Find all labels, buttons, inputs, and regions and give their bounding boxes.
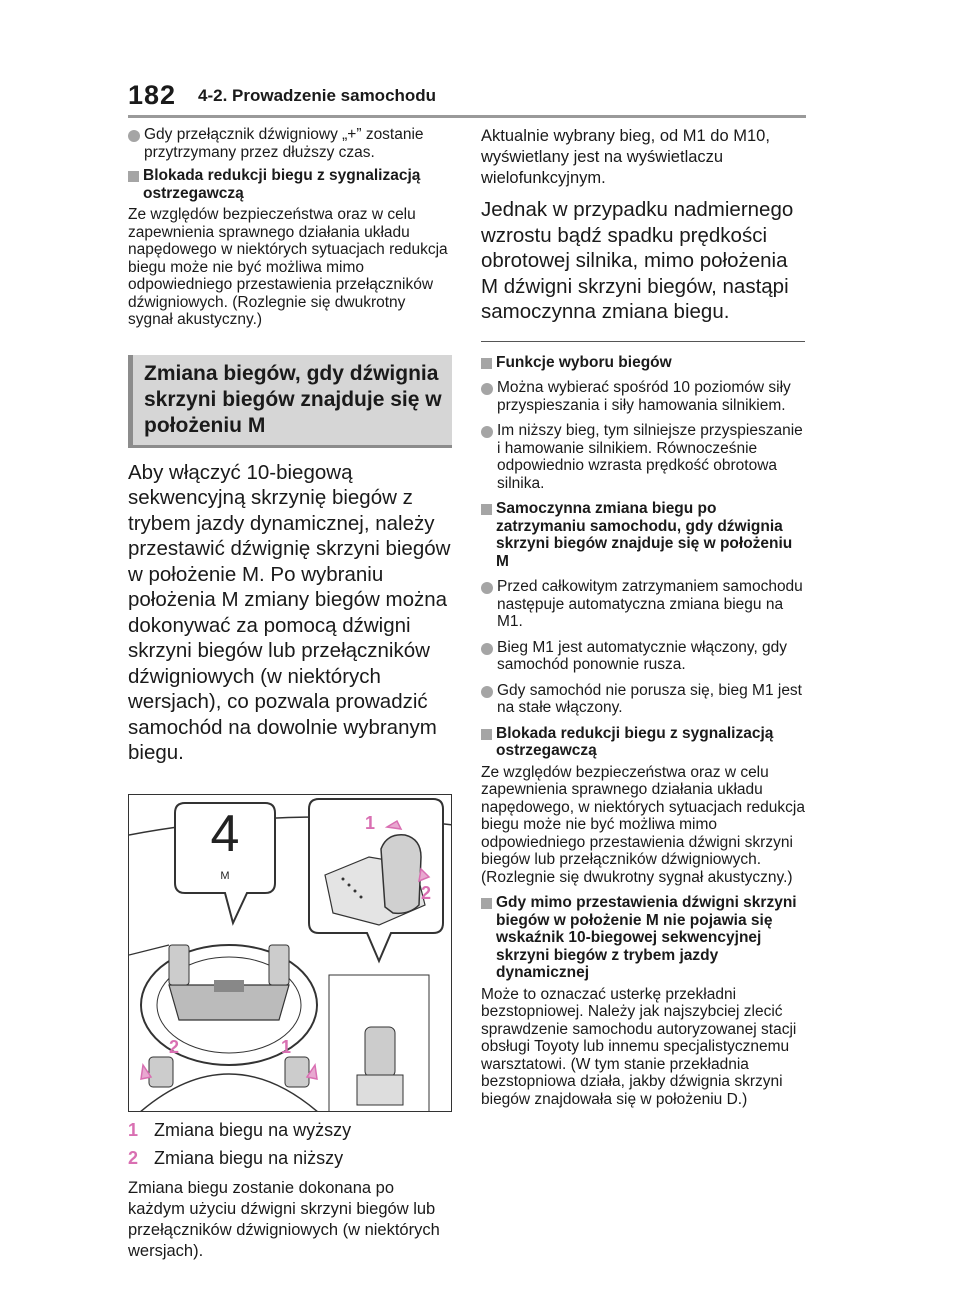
bullet-dot-icon — [481, 426, 493, 438]
legend-number: 2 — [128, 1147, 139, 1168]
paddle-label-1: 1 — [281, 1036, 292, 1057]
legend-number: 1 — [128, 1119, 139, 1140]
subheading — [481, 500, 805, 570]
right-column — [481, 126, 805, 1108]
bullet-dot-icon — [481, 383, 493, 395]
paddle-label-2: 2 — [169, 1036, 180, 1057]
bullet-text: Im niższy bieg, tym silniejsze przyspieszanie i hamowanie silnikiem. Równocześnie odpowiednio wzrasta prędkość obrotowa silnika. — [497, 422, 803, 492]
subheading-text: Blokada redukcji biegu z sygnalizacją ostrzegawczą — [143, 167, 421, 202]
gear-shift-illustration — [128, 794, 452, 1112]
paragraph: Zmiana biegu zostanie dokonana po każdym użyciu dźwigni skrzyni biegów lub przełączników dźwigniowych (w niektórych wersjach). — [128, 1178, 440, 1260]
subheading-text: Funkcje wyboru biegów — [496, 353, 672, 371]
bullet-dot-icon — [481, 582, 493, 594]
square-bullet-icon — [481, 358, 492, 369]
bullet-text: Przed całkowitym zatrzymaniem samochodu następuje automatyczna zmiana biegu na M1. — [497, 578, 803, 630]
bullet-dot-icon — [128, 130, 140, 142]
paragraph: Może to oznaczać usterkę przekładni bezstopniowej. Należy jak najszybciej zlecić sprawdzenie samochodu autoryzowanej stacji obsługi Toyoty lub innemu specjalistycznemu warsztatowi. (W tym stanie przekładnia bezstopniowa działa, jakby dźwignia skrzyni biegów znajdowała się w położeniu D.) — [481, 985, 797, 1108]
section-title: 4-2. Prowadzenie samochodu — [198, 86, 437, 105]
bullet-dot-icon — [481, 643, 493, 655]
bullet-item — [481, 639, 805, 674]
legend-text: Zmiana biegu na niższy — [154, 1147, 344, 1168]
subheading — [481, 725, 805, 760]
bullet-dot-icon — [481, 686, 493, 698]
bullet-text: Gdy samochód nie porusza się, bieg M1 jest na stałe włączony. — [497, 681, 802, 716]
bullet-item — [481, 682, 805, 717]
subheading — [128, 167, 452, 202]
square-bullet-icon — [481, 898, 492, 909]
legend-text: Zmiana biegu na wyższy — [154, 1119, 352, 1140]
bullet-item — [128, 126, 452, 161]
square-bullet-icon — [128, 171, 139, 182]
paragraph: Aktualnie wybrany bieg, od M1 do M10, wyświetlany jest na wyświetlaczu wielofunkcyjnym. — [481, 127, 770, 187]
square-bullet-icon — [481, 729, 492, 740]
page-number: 182 — [128, 80, 177, 110]
bullet-item — [481, 379, 805, 414]
gear-mode: M — [220, 869, 230, 882]
bullet-item — [481, 422, 805, 492]
legend-item — [128, 1146, 452, 1170]
cockpit-drawing — [129, 795, 452, 1112]
bullet-text: Bieg M1 jest automatycznie włączony, gdy samochód ponownie rusza. — [497, 638, 788, 673]
legend-item — [128, 1118, 452, 1142]
callout-label-1: 1 — [365, 812, 376, 833]
square-bullet-icon — [481, 504, 492, 515]
subheading-text: Samoczynna zmiana biegu po zatrzymaniu samochodu, gdy dźwignia skrzyni biegów znajduje się w położeniu M — [496, 500, 793, 570]
paragraph: Ze względów bezpieczeństwa oraz w celu zapewnienia sprawnego działania układu napędowego, w niektórych sytuacjach redukcja biegu może nie być możliwa mimo odpowiedniego przestawienia dźwigni skrzyni biegów lub przełączników dźwigniowych. (Rozlegnie się dwukrotny sygnał akustyczny.) — [481, 763, 805, 886]
subheading — [481, 354, 805, 372]
paragraph: Ze względów bezpieczeństwa oraz w celu zapewnienia sprawnego działania układu napędowego w niektórych sytuacjach redukcja biegu może nie być możliwa mimo odpowiedniego przestawienia przełączników dźwigniowych. (Rozlegnie się dwukrotny sygnał akustyczny.) — [128, 206, 448, 328]
bullet-text: Można wybierać spośród 10 poziomów siły przyspieszania i siły hamowania silnikiem. — [497, 379, 791, 414]
gear-digit: 4 — [210, 804, 240, 863]
subheading-text: Gdy mimo przestawienia dźwigni skrzyni biegów w położenie M nie pojawia się wskaźnik 10-biegowej sekwencyjnej skrzyni biegów z trybem jazdy dynamicznej — [496, 894, 797, 981]
subheading-text: Blokada redukcji biegu z sygnalizacją ostrzegawczą — [496, 724, 774, 759]
figure-legend — [128, 1118, 452, 1170]
left-column — [128, 126, 452, 1262]
divider — [481, 341, 805, 342]
paragraph: Jednak w przypadku nadmiernego wzrostu bądź spadku prędkości obrotowej silnika, mimo położenia M dźwigni skrzyni biegów, nastąpi samoczynna zmiana biegu. — [481, 198, 794, 323]
subheading — [481, 894, 805, 982]
bullet-item — [481, 578, 805, 631]
header-rule — [128, 115, 806, 118]
bullet-text: Gdy przełącznik dźwigniowy „+” zostanie przytrzymany przez dłuższy czas. — [144, 126, 424, 161]
intro-paragraph: Aby włączyć 10-biegową sekwencyjną skrzynię biegów z trybem jazdy dynamicznej, należy przestawić dźwignię skrzyni biegów w położenie M. Po wybraniu położenia M zmiany biegów można dokonywać za pomocą dźwigni skrzyni biegów lub przełączników dźwigniowych (w niektórych wersjach), co pozwala prowadzić samochód na dowolnie wybranym biegu. — [128, 460, 451, 764]
section-heading-box: Zmiana biegów, gdy dźwignia skrzyni biegów znajduje się w położeniu M — [128, 355, 452, 448]
callout-label-2: 2 — [421, 882, 432, 903]
